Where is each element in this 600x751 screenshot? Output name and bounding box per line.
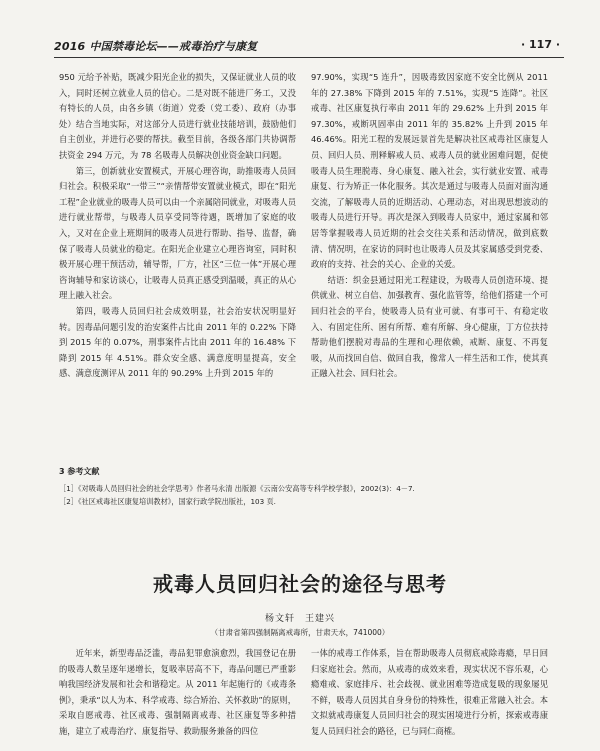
article-affiliation: （甘肃省第四强制隔离戒毒所，甘肃天水，741000） [210,628,390,637]
body-paragraph: 950 元给予补贴，既减少阳光企业的损失，又保证就业人员的收入，同时还树立就业人员的信心。二是对既不能进厂务工，又没有特长的人员，由各乡镇（街道）党委（党工委）、政府（办事处）结合当地实际，对这部分人员进行就业技能培训，鼓励他们自主创业，并进行必要的帮扶。截至目前，各级各部门共协调帮扶资金 294 万元，为 78 名吸毒人员解决创业资金缺口问题。 [59,72,296,160]
header-rule [54,57,564,58]
body-paragraph: 第三，创新就业安置模式，开展心理咨询，助推吸毒人员回归社会。积极采取“一带三”“亲情帮带安置就业模式，即在“阳光工程”企业就业的吸毒人员可以由一个亲属陪同就业，对吸毒人员进行就业帮带，与吸毒人员享受同等待遇，既增加了家庭的收入，又对在企业上班期间的吸毒人员进行帮助、指导、监督，确保了吸毒人员就业的稳定。在阳光企业建立心理咨询室，同时积极开展心理干预活动，辅导帮，厂方，社区“三位一体”开展心理咨询辅导和家访谈心，让吸毒人员真正感受到温暖，真正的从心理上融入社会。 [59,165,296,301]
running-title: 2016 中国禁毒论坛——戒毒治疗与康复 [54,40,258,53]
body-paragraph: 97.90%，实现“5 连升”，因吸毒致因家庭不安全比例从 2011 年的 27.38% 下降到 2015 年的 7.51%，实现“5 连降”。社区戒毒、社区康复执行率由 2011 年的 29.62% 上升到 2015 年 97.30%，戒断巩固率由 2011 年的 35.82% 上升到 2015 年 46.46%。阳光工程的发展远景首先是解决社区戒毒社区康复人员、回归人员、刑释解戒人员、戒毒人员的就业困难问题，促使吸毒人员生理脱毒、身心康复、融入社会，实行就业安置、戒毒康复、行为矫正一体化服务。其次是通过与吸毒人员面对面沟通交流，了解吸毒人员的近期活动、心理动态，对出现思想波动的吸毒人员进行开导。再次是深入到吸毒人员家中，通过家属和邻居等掌握吸毒人员近期的社会交往关系和活动情况，做到底数清、情况明，在家访的同时也让吸毒人员及其家属感受到党委、政府的支持、社会的关心、企业的关爱。 [311,72,548,270]
reference-item: ［1］《对吸毒人员回归社会的社会学思考》作者马永清 出版源《云南公安高等专科学校学报》，2002(3)：4－7. [59,484,415,493]
article-left-column [59,646,296,751]
article-right-column [311,646,548,751]
article-paragraph: 一体的戒毒工作体系，旨在帮助吸毒人员彻底戒除毒瘾，早日回归家庭社会。然而，从戒毒的成效来看，现实状况不容乐观，心瘾难戒、家庭排斥、社会歧视、就业困难等造成复吸的现象屡见不鲜，吸毒人员因其自身身份的特殊性，很难正常融入社会。本文拟就戒毒康复人员回归社会的现实困境进行分析，探索戒毒康复人员回归社会的路径，已与同仁商榷。 [311,648,548,736]
reference-item: ［2］《社区戒毒社区康复培训教材》，国家行政学院出版社，103 页. [59,497,276,506]
article-title: 戒毒人员回归社会的途径与思考 [153,572,447,596]
article-authors: 杨文轩 王建兴 [264,614,335,624]
references-section [59,465,549,508]
body-right-column [311,70,548,458]
article-paragraph: 近年来，新型毒品泛滥，毒品犯罪愈演愈烈，我国登记在册的吸毒人数呈逐年递增长，复吸率居高不下，毒品问题已严重影响我国经济发展和社会和谐稳定。从 2011 年起施行的《戒毒条例》，秉承“以人为本、科学戒毒、综合矫治、关怀救助”的原则，采取自愿戒毒、社区戒毒、强制隔离戒毒、社区康复等多种措施，建立了戒毒治疗、康复指导、救助服务兼备的四位 [59,648,296,736]
conclusion-paragraph: 结语：织金县通过阳光工程建设，为吸毒人员创造环境、提供就业、树立自信、加强教育、强化监管等，给他们搭建一个可回归社会的平台，使吸毒人员有业可就、有事可干、有稳定收入、有固定住所、困有所帮、难有所解、身心健康，丁方位扶持帮助他们摆脱对毒品的生理和心理依赖，戒断、康复、不再复吸，从而找回自信、做回自我，像常人一样生活和工作，使其真正融入社会、回归社会。 [311,274,548,379]
page-number: · 117 · [521,38,560,51]
body-paragraph: 第四，吸毒人员回归社会成效明显，社会治安状况明显好转。因毒品问题引发的治安案件占比由 2011 年的 0.22% 下降到 2015 年的 0.07%，刑事案件占比由 2011 年的 16.48% 下降到 2015 年 4.51%。群众安全感、满意度明显提高，安全感、满意度测评从 2011 年的 90.29% 上升到 2015 年的 [59,305,296,379]
body-left-column [59,70,296,458]
references-title: 3 参考文献 [59,467,100,476]
